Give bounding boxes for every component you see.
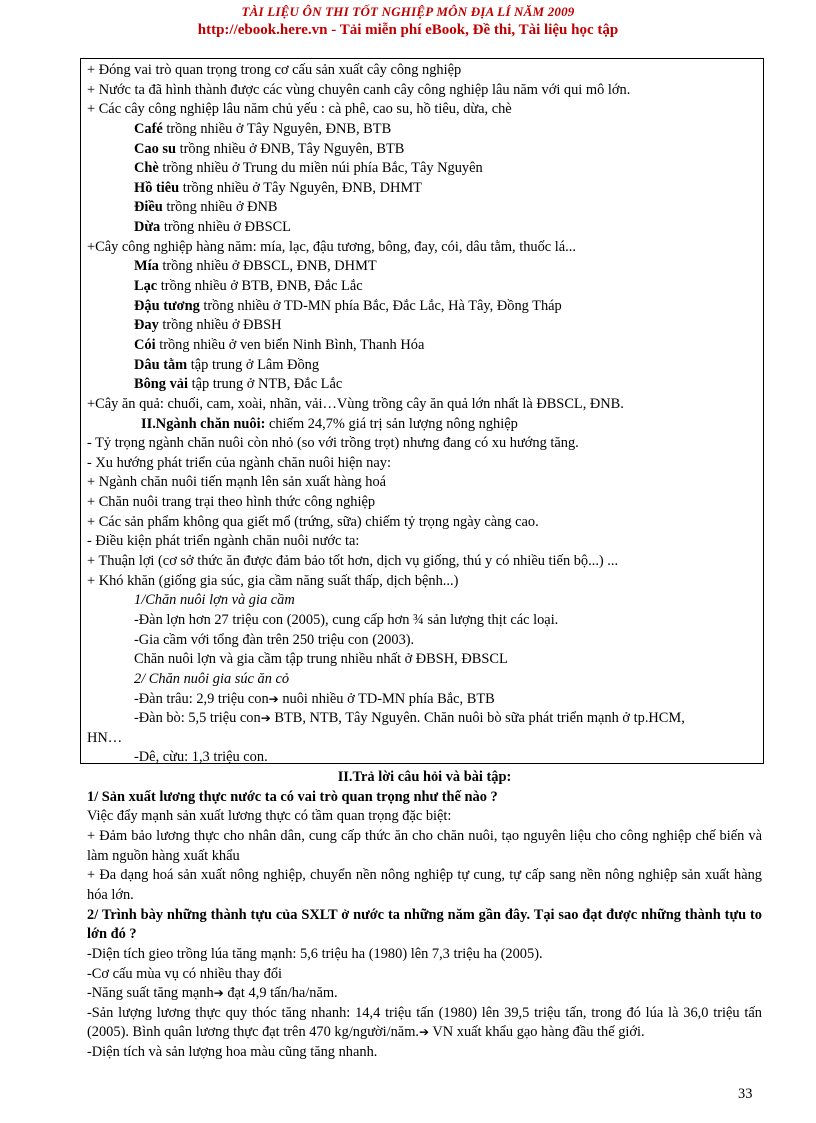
- document-header-links: [0, 22, 816, 39]
- bordered-content-box: [80, 58, 764, 764]
- text-part: BTB, NTB, Tây Nguyên. Chăn nuôi bò sữa phát triển mạnh ở tp.HCM,: [270, 710, 685, 727]
- text-line: +Cây công nghiệp hàng năm: mía, lạc, đậu tương, bông, đay, cói, dâu tằm, thuốc lá...: [87, 238, 576, 255]
- text-line: +Cây ăn quả: chuối, cam, xoài, nhãn, vải…Vùng trồng cây ăn quả lớn nhất là ĐBSCL, ĐNB.: [87, 395, 624, 412]
- crop-item: [87, 120, 763, 140]
- text-line: - Tỷ trọng ngành chăn nuôi còn nhỏ (so với trồng trọt) nhưng đang có xu hướng tăng.: [87, 435, 579, 452]
- text-part: -Đàn bò: 5,5 triệu con: [134, 710, 261, 727]
- crop-item: [87, 356, 763, 376]
- crop-name: Bông vải: [134, 376, 188, 393]
- text-line: [87, 984, 762, 1004]
- answers-heading: II.Trả lời câu hỏi và bài tập:: [337, 769, 512, 785]
- text-line: -Gia cầm với tổng đàn trên 250 triệu con (2003).: [134, 631, 415, 648]
- crop-name: Cao su: [134, 140, 176, 157]
- text-line: + Ngành chăn nuôi tiến mạnh lên sản xuất hàng hoá: [87, 474, 387, 491]
- subsection-heading: 2/ Chăn nuôi gia súc ăn cỏ: [134, 670, 290, 687]
- arrow-icon: ➔: [268, 691, 279, 706]
- text-line: + Các sản phẩm không qua giết mổ (trứng, sữa) chiếm tỷ trọng ngày càng cao.: [87, 513, 539, 530]
- question-1: 1/ Sản xuất lương thực nước ta có vai trò quan trọng như thế nào ?: [87, 788, 498, 805]
- arrow-icon: ➔: [418, 1025, 430, 1040]
- text-line: -Diện tích gieo trồng lúa tăng mạnh: 5,6 triệu ha (1980) lên 7,3 triệu ha (2005).: [87, 945, 543, 962]
- text-line: -Dê, cừu: 1,3 triệu con.: [134, 749, 268, 766]
- arrow-icon: ➔: [260, 711, 271, 726]
- paragraph: + Đảm bảo lương thực cho nhân dân, cung cấp thức ăn cho chăn nuôi, tạo nguyên liệu cho công nghiệp chế biến và làm nguồn hàng xuất khẩu: [87, 827, 762, 864]
- text-part: -Đàn trâu: 2,9 triệu con: [134, 690, 269, 707]
- text-line: + Đóng vai trò quan trọng trong cơ cấu sản xuất cây công nghiệp: [87, 62, 462, 78]
- text-line: + Nước ta đã hình thành được các vùng chuyên canh cây công nghiệp lâu năm với qui mô lớn.: [87, 81, 631, 98]
- text-part: nuôi nhiều ở TD-MN phía Bắc, BTB: [278, 690, 495, 707]
- text-part: -Năng suất tăng mạnh: [87, 985, 214, 1002]
- text-line: + Chăn nuôi trang trại theo hình thức công nghiệp: [87, 494, 376, 511]
- crop-item: [87, 257, 763, 277]
- crop-name: Đậu tương: [134, 297, 200, 314]
- crop-item: [87, 316, 763, 336]
- crop-name: Chè: [134, 160, 159, 177]
- header-tagline: - Tải miễn phí eBook, Đề thi, Tài liệu học tập: [327, 22, 619, 38]
- crop-item: [87, 218, 763, 238]
- text-part: VN xuất khẩu gạo hàng đầu thế giới.: [429, 1024, 645, 1041]
- crop-name: Hồ tiêu: [134, 179, 180, 196]
- subsection-heading: 1/Chăn nuôi lợn và gia cầm: [134, 592, 295, 609]
- section-desc: chiếm 24,7% giá trị sản lượng nông nghiệp: [265, 415, 518, 432]
- crop-name: Điều: [134, 199, 163, 216]
- crop-desc: trồng nhiều ở Tây Nguyên, ĐNB, DHMT: [179, 179, 422, 196]
- header-url-link[interactable]: http://ebook.here.vn: [197, 22, 328, 38]
- text-line: + Khó khăn (giống gia súc, gia cầm năng suất thấp, dịch bệnh...): [87, 572, 459, 589]
- text-line: -Diện tích và sản lượng hoa màu cũng tăng nhanh.: [87, 1044, 378, 1061]
- crop-desc: tập trung ở NTB, Đắc Lắc: [187, 376, 343, 393]
- crop-item: [87, 159, 763, 179]
- section-heading: [87, 415, 763, 435]
- text-part: đạt 4,9 tấn/ha/năm.: [223, 985, 338, 1002]
- answers-section: [87, 768, 762, 1063]
- crop-name: Café: [134, 120, 163, 137]
- text-line: HN…: [87, 729, 123, 746]
- text-line: [87, 709, 763, 729]
- crop-name: Dừa: [134, 219, 161, 236]
- crop-desc: trồng nhiều ở Tây Nguyên, ĐNB, BTB: [162, 120, 392, 137]
- crop-item: [87, 336, 763, 356]
- crop-desc: trồng nhiều ở ĐBSH: [158, 317, 282, 334]
- crop-item: [87, 179, 763, 199]
- crop-name: Lạc: [134, 278, 158, 295]
- crop-item: [87, 140, 763, 160]
- text-part: -Sản lượng lương thực quy thóc tăng nhanh: 14,4 triệu tấn (1980) lên 39,5 triệu tấn, trong đó lúa là 36,0 triệu tấn (2005). Bình quân lương thực đạt trên 470 kg/người/năm.: [87, 1004, 762, 1041]
- crop-item: [87, 198, 763, 218]
- crop-item: [87, 297, 763, 317]
- crop-desc: trồng nhiều ở ven biển Ninh Bình, Thanh Hóa: [155, 336, 425, 353]
- text-line: + Các cây công nghiệp lâu năm chủ yếu : cà phê, cao su, hồ tiêu, dừa, chè: [87, 101, 512, 118]
- text-line: Chăn nuôi lợn và gia cầm tập trung nhiều nhất ở ĐBSH, ĐBSCL: [134, 651, 508, 668]
- crop-desc: trồng nhiều ở ĐBSCL: [160, 219, 291, 236]
- document-header-title: TÀI LIỆU ÔN THI TỐT NGHIỆP MÔN ĐỊA LÍ NĂM 2009: [241, 4, 575, 19]
- crop-name: Cói: [134, 336, 156, 353]
- crop-desc: trồng nhiều ở BTB, ĐNB, Đắc Lắc: [157, 278, 363, 295]
- crop-item: [87, 277, 763, 297]
- text-line: -Đàn lợn hơn 27 triệu con (2005), cung cấp hơn ¾ sản lượng thịt các loại.: [134, 611, 559, 628]
- crop-desc: trồng nhiều ở TD-MN phía Bắc, Đắc Lắc, Hà Tây, Đồng Tháp: [199, 297, 562, 314]
- crop-desc: trồng nhiều ở Trung du miền núi phía Bắc, Tây Nguyên: [158, 160, 483, 177]
- crop-item: [87, 375, 763, 395]
- crop-desc: trồng nhiều ở ĐNB, Tây Nguyên, BTB: [176, 140, 405, 157]
- question-2: 2/ Trình bày những thành tựu của SXLT ở nước ta những năm gần đây. Tại sao đạt được những thành tựu to lớn đó ?: [87, 906, 762, 943]
- crop-desc: trồng nhiều ở ĐNB: [162, 199, 278, 216]
- crop-name: Mía: [134, 258, 159, 275]
- page-number: 33: [738, 1086, 753, 1102]
- text-line: Việc đẩy mạnh sản xuất lương thực có tầm quan trọng đặc biệt:: [87, 808, 452, 825]
- text-line: -Cơ cấu mùa vụ có nhiều thay đổi: [87, 965, 283, 982]
- text-line: [87, 690, 763, 710]
- crop-desc: trồng nhiều ở ĐBSCL, ĐNB, DHMT: [158, 258, 377, 275]
- arrow-icon: ➔: [213, 986, 224, 1001]
- crop-name: Đay: [134, 317, 159, 334]
- text-line: + Thuận lợi (cơ sở thức ăn được đảm bảo tốt hơn, dịch vụ giống, thú y có nhiều tiến bộ...) ...: [87, 553, 619, 570]
- crop-desc: tập trung ở Lâm Đồng: [187, 356, 320, 373]
- paragraph: [87, 1004, 762, 1043]
- text-line: - Xu hướng phát triển của ngành chăn nuôi hiện nay:: [87, 454, 391, 471]
- paragraph: + Đa dạng hoá sản xuất nông nghiệp, chuyển nền nông nghiệp tự cung, tự cấp sang nền nông nghiệp sản xuất hàng hóa lớn.: [87, 867, 762, 903]
- text-line: - Điều kiện phát triển ngành chăn nuôi nước ta:: [87, 533, 360, 550]
- section-title: II.Ngành chăn nuôi:: [141, 415, 266, 432]
- crop-name: Dâu tằm: [134, 356, 188, 373]
